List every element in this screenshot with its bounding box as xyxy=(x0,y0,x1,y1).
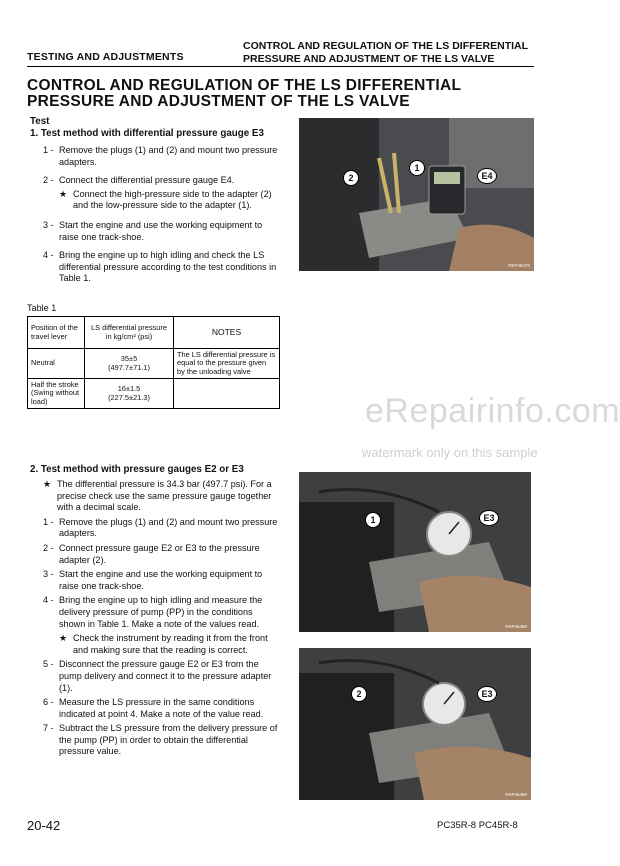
test-label: Test xyxy=(30,116,50,127)
chapter-header: CONTROL AND REGULATION OF THE LS DIFFERENTIAL PRESSURE AND ADJUSTMENT OF THE LS VALVE xyxy=(243,40,529,65)
photo-illustration xyxy=(299,472,531,632)
photo-illustration xyxy=(299,648,531,800)
callout-label: 1 xyxy=(409,160,425,176)
photo-illustration xyxy=(299,118,534,271)
model-codes: PC35R-8 PC45R-8 xyxy=(437,820,518,831)
step: 2 - Connect the differential pressure gauge E4. xyxy=(43,175,235,186)
note: ★ Connect the high-pressure side to the adapter (2) and the low-pressure side to the adapter (1). xyxy=(59,188,272,211)
callout-label: E3 xyxy=(479,510,499,526)
callout-label: 2 xyxy=(343,170,359,186)
figure-id: RKP45470 xyxy=(508,263,530,268)
section-header: TESTING AND ADJUSTMENTS xyxy=(27,51,184,63)
figure-id: RKP45490 xyxy=(505,792,527,797)
table-header: NOTES xyxy=(174,317,280,349)
section2-steps xyxy=(43,479,280,758)
table-cell: The LS differential pressure is equal to the pressure given by the unloading valve xyxy=(174,349,280,379)
table-caption: Table 1 xyxy=(27,303,57,313)
step: 1 - Remove the plugs (1) and (2) and mount two pressure adapters. xyxy=(43,145,278,167)
figure-differential-gauge xyxy=(299,118,534,271)
figure-id: RKP45480 xyxy=(505,624,527,629)
table-header: LS differential pressure in kg/cm² (psi) xyxy=(85,317,174,349)
table-row xyxy=(28,379,280,409)
table-cell: 35±5 (497.7±71.1) xyxy=(85,349,174,379)
table-cell: Neutral xyxy=(28,349,85,379)
figure-pressure-gauge-adapter1 xyxy=(299,472,531,632)
step: 5 - Disconnect the pressure gauge E2 or E3 from the pump delivery and connect it to the pressure adapter (1). xyxy=(43,659,272,693)
section2-heading: 2. Test method with pressure gauges E2 or E3 xyxy=(30,464,244,475)
step: 4 - Bring the engine up to high idling and measure the delivery pressure of pump (PP) in the conditions shown in Table 1. Make a note of the values read. xyxy=(43,595,263,629)
table-cell: 16±1.5 (227.5±21.3) xyxy=(85,379,174,409)
pressure-table xyxy=(27,316,280,409)
step: 3 - Start the engine and use the working equipment to raise one track-shoe. xyxy=(43,569,263,591)
step: 7 - Subtract the LS pressure from the delivery pressure of the pump (PP) in order to obtain the differential pressure value. xyxy=(43,723,278,757)
step: 1 - Remove the plugs (1) and (2) and mount two pressure adapters. xyxy=(43,516,278,539)
step: 2 - Connect pressure gauge E2 or E3 to the pressure adapter (2). xyxy=(43,542,260,565)
page-title: CONTROL AND REGULATION OF THE LS DIFFERENTIAL PRESSURE AND ADJUSTMENT OF THE LS VALVE xyxy=(27,77,462,110)
header-rule xyxy=(27,66,534,67)
callout-label: E3 xyxy=(477,686,497,702)
page-number: 20-42 xyxy=(27,818,61,833)
table-header: Position of the travel lever xyxy=(28,317,85,349)
step: 6 - Measure the LS pressure in the same conditions indicated at point 4. Make a note of the value read. xyxy=(43,697,264,719)
table-header-row xyxy=(28,317,280,349)
watermark-brand: eRepairinfo.com xyxy=(365,392,620,430)
note: ★ The differential pressure is 34.3 bar (497.7 psi). For a precise check use the same pressure gauge together with a decimal scale. xyxy=(43,479,272,513)
note: ★ Check the instrument by reading it from the front and making sure that the reading is correct. xyxy=(59,633,268,655)
callout-label: 1 xyxy=(365,512,381,528)
table-cell: Half the stroke (Swing without load) xyxy=(28,379,85,409)
table-cell xyxy=(174,379,280,409)
figure-pressure-gauge-adapter2 xyxy=(299,648,531,800)
table-row xyxy=(28,349,280,379)
watermark-note: watermark only on this sample xyxy=(362,445,538,460)
callout-label: 2 xyxy=(351,686,367,702)
callout-label: E4 xyxy=(477,168,497,184)
step: 4 - Bring the engine up to high idling and check the LS differential pressure according to the test conditions in Table 1. xyxy=(43,250,277,284)
section1-heading: 1. Test method with differential pressure gauge E3 xyxy=(30,128,264,139)
section1-steps xyxy=(43,145,280,285)
step: 3 - Start the engine and use the working equipment to raise one track-shoe. xyxy=(43,219,263,242)
